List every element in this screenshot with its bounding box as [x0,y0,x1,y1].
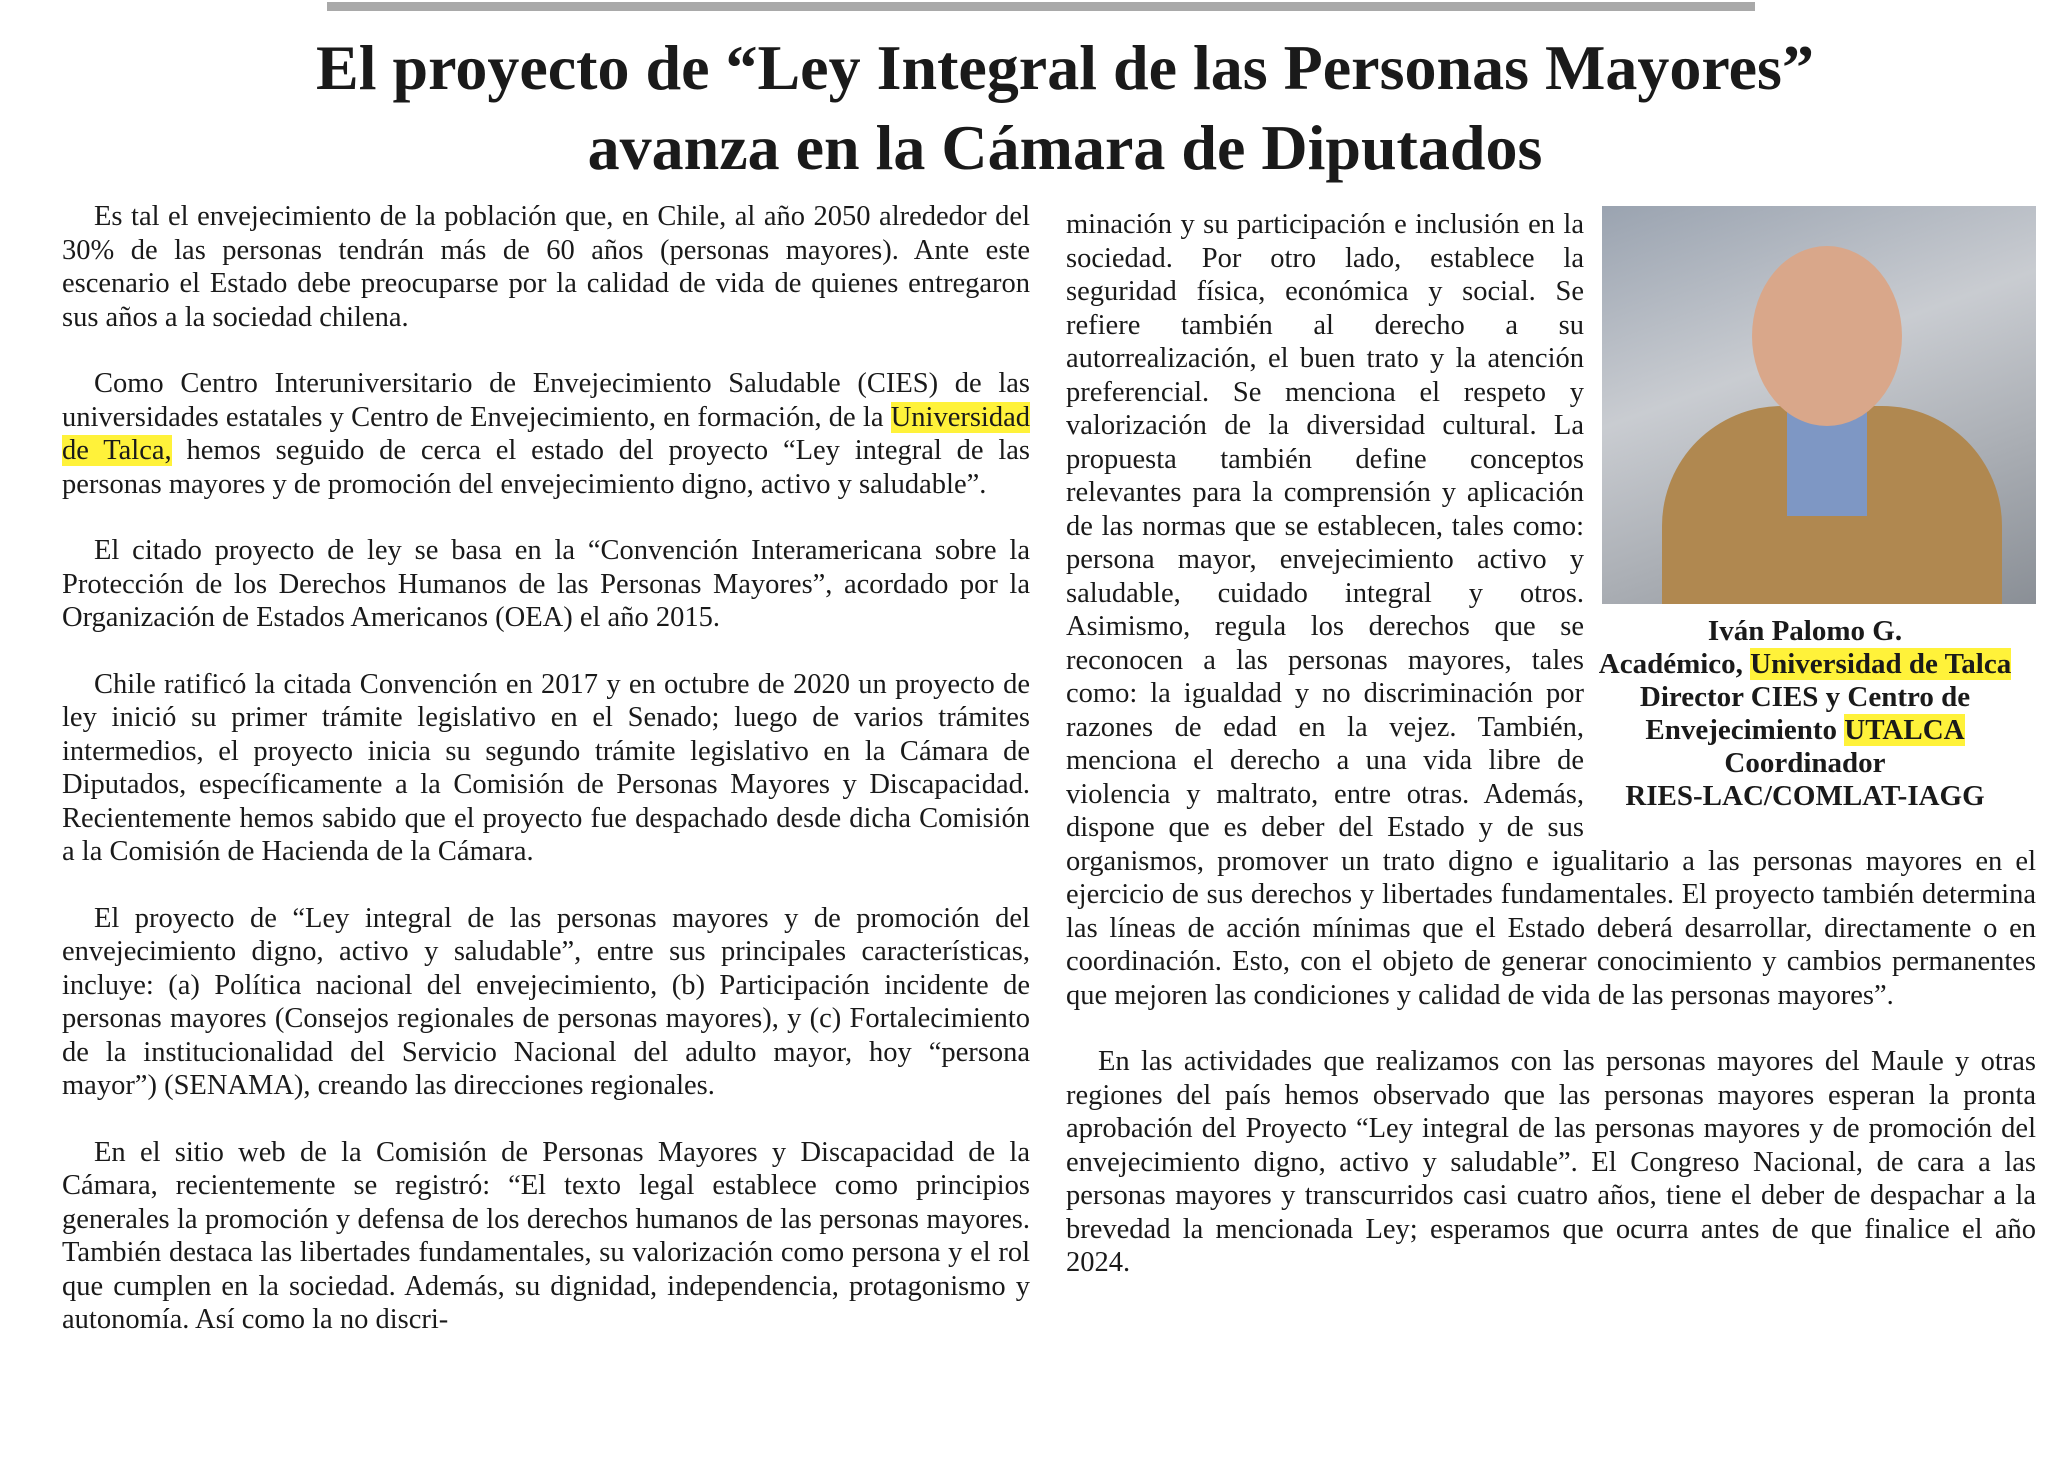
highlight: Universidad de Talca, [62,401,1030,466]
paragraph: El proyecto de “Ley integral de las personas mayores y de promoción del envejecimiento digno, activo y saludable”, entre sus principales características, incluye: (a) Política nacional del envejecimiento, (b) Participación incidente de personas mayores (Consejos regionales de personas mayores), y (c) Fortalecimiento de la institucionalidad del Servicio Nacional del adulto mayor, hoy “persona mayor”) (SENAMA), creando las direcciones regionales. [62,902,1030,1101]
headline: El proyecto de “Ley Integral de las Personas Mayores” avanza en la Cámara de Diputados [316,32,1814,183]
paragraph: Chile ratificó la citada Convención en 2017 y en octubre de 2020 un proyecto de ley inició su primer trámite legislativo en el Senado; luego de varios trámites intermedios, el proyecto inicia su segundo trámite legislativo en la Cámara de Diputados, específicamente a la Comisión de Personas Mayores y Discapacidad. Recientemente hemos sabido que el proyecto fue despachado desde dicha Comisión a la Comisión de Hacienda de la Cámara. [62,668,1030,867]
paragraph: En las actividades que realizamos con las personas mayores del Maule y otras regiones del país hemos observado que las personas mayores esperan la pronta aprobación del Proyecto “Ley integral de las personas mayores y de promoción del envejecimiento digno, activo y saludable”. El Congreso Nacional, de cara a las personas mayores y transcurridos casi cuatro años, tiene el deber de despachar a la brevedad la mencionada Ley; esperamos que ocurra antes de que finalice el año 2024. [1066,1046,2036,1278]
author-photo [1602,206,2036,604]
top-rule [327,2,1755,11]
photo-caption: Iván Palomo G. Académico, Universidad de Talca Director CIES y Centro de Envejecimiento UTALCA Coordinador RIES-LAC/COMLAT-IAGG [1598,615,2012,812]
paragraph: Como Centro Interuniversitario de Envejecimiento Saludable (CIES) de las universidades estatales y Centro de Envejecimiento, en formación, de la Universidad de Talca, hemos seguido de cerca el estado del proyecto “Ley integral de las personas mayores y de promoción del envejecimiento digno, activo y saludable”. [62,368,1030,500]
left-column [62,200,1030,1370]
paragraph: En el sitio web de la Comisión de Personas Mayores y Discapacidad de la Cámara, recientemente se registró: “El texto legal establece como principios generales la promoción y defensa de los derechos humanos de las personas mayores. También destaca las libertades fundamentales, su valorización como persona y el rol que cumplen en la sociedad. Además, su dignidad, independencia, protagonismo y autonomía. Así como la no discri- [62,1136,1030,1335]
paragraph: Es tal el envejecimiento de la población que, en Chile, al año 2050 alrededor del 30% de las personas tendrán más de 60 años (personas mayores). Ante este escenario el Estado debe preocuparse por la calidad de vida de quienes entregaron sus años a la sociedad chilena. [62,201,1030,333]
paragraph: El citado proyecto de ley se basa en la “Convención Interamericana sobre la Protección de los Derechos Humanos de las Personas Mayores”, acordado por la Organización de Estados Americanos (OEA) el año 2015. [62,535,1030,633]
paragraph: minación y su participación e inclusión en la sociedad. Por otro lado, establece la seguridad física, económica y social. Se refiere también al derecho a su autorrealización, el buen trato y la atención preferencial. Se menciona el respeto y valorización de la diversidad cultural. La propuesta también define conceptos relevantes para la comprensión y aplicación de las normas que se establecen, tales como: persona mayor, envejecimiento activo y saludable, cuidado integral y otros. Asimismo, regula los derechos que se reconocen a las personas mayores, tales como: la igualdad y no discriminación por razones de edad en la vejez. También, menciona el derecho a una vida libre de violencia y maltrato, entre otras. Además, dispone que es deber del Estado y de sus organismos, promover un trato digno e igualitario a las personas mayores en el ejercicio de sus derechos y libertades fundamentales. El proyecto también determina las líneas de acción mínimas que el Estado deberá desarrollar, directamente o en coordinación. Esto, con el objeto de generar conocimiento y cambios permanentes que mejoren las condiciones y calidad de vida de las personas mayores”. [1066,209,2036,1011]
